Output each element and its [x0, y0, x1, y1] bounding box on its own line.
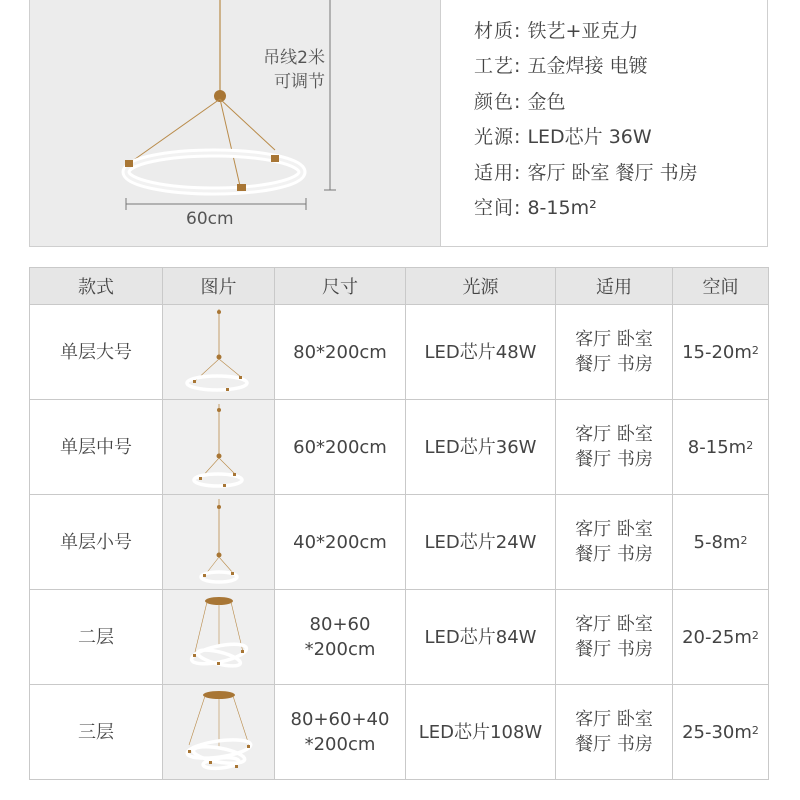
model-table — [29, 267, 769, 780]
table-row — [30, 590, 769, 685]
size-cell: 60*200cm — [275, 400, 406, 495]
table-row — [30, 305, 769, 400]
spec-color: 颜色: 金色 — [474, 91, 566, 113]
width-label: 60cm — [186, 209, 234, 229]
spec-craft: 工艺: 五金焊接 电镀 — [474, 55, 648, 77]
space-cell: $20-25m^2$ — [673, 590, 769, 685]
style-cell: 单层大号 — [30, 305, 163, 400]
spec-light-source: 光源: LED芯片 36W — [474, 126, 652, 148]
size-cell: 80*200cm — [275, 305, 406, 400]
usage-cell: 客厅 卧室 餐厅 书房 — [556, 400, 673, 495]
single-ring-medium-image — [179, 402, 259, 492]
style-cell: 单层中号 — [30, 400, 163, 495]
light-cell: LED芯片36W — [406, 400, 556, 495]
header-image: 图片 — [163, 268, 275, 305]
double-ring-image — [179, 592, 259, 682]
style-cell: 二层 — [30, 590, 163, 685]
light-cell: LED芯片24W — [406, 495, 556, 590]
style-cell: 三层 — [30, 685, 163, 780]
image-cell — [163, 590, 275, 685]
usage-cell: 客厅 卧室 餐厅 书房 — [556, 495, 673, 590]
spec-usage: 适用: 客厅 卧室 餐厅 书房 — [474, 162, 698, 184]
single-ring-large-image — [179, 307, 259, 397]
usage-cell: 客厅 卧室 餐厅 书房 — [556, 305, 673, 400]
header-space: 空间 — [673, 268, 769, 305]
header-style: 款式 — [30, 268, 163, 305]
space-cell: $8-15m^2$ — [673, 400, 769, 495]
spec-space: 空间: 8-15m² — [474, 197, 597, 219]
image-cell — [163, 685, 275, 780]
table-header-row — [30, 268, 769, 305]
spec-list — [441, 0, 768, 247]
space-cell: $15-20m^2$ — [673, 305, 769, 400]
usage-cell: 客厅 卧室 餐厅 书房 — [556, 685, 673, 780]
usage-cell: 客厅 卧室 餐厅 书房 — [556, 590, 673, 685]
style-cell: 单层小号 — [30, 495, 163, 590]
chandelier-illustration — [30, 0, 441, 247]
space-cell: $25-30m^2$ — [673, 685, 769, 780]
light-cell: LED芯片48W — [406, 305, 556, 400]
size-cell: 80+60 *200cm — [275, 590, 406, 685]
size-cell: 40*200cm — [275, 495, 406, 590]
cable-length-label: 吊线2米 可调节 — [263, 48, 325, 92]
product-hero-image — [29, 0, 441, 247]
table-row — [30, 400, 769, 495]
space-cell: $5-8m^2$ — [673, 495, 769, 590]
table-row — [30, 495, 769, 590]
header-usage: 适用 — [556, 268, 673, 305]
size-cell: 80+60+40 *200cm — [275, 685, 406, 780]
image-cell — [163, 305, 275, 400]
light-cell: LED芯片84W — [406, 590, 556, 685]
single-ring-small-image — [179, 497, 259, 587]
header-light: 光源 — [406, 268, 556, 305]
spec-material: 材质: 铁艺+亚克力 — [474, 20, 639, 42]
header-size: 尺寸 — [275, 268, 406, 305]
table-row — [30, 685, 769, 780]
triple-ring-image — [179, 687, 259, 777]
image-cell — [163, 400, 275, 495]
light-cell: LED芯片108W — [406, 685, 556, 780]
image-cell — [163, 495, 275, 590]
